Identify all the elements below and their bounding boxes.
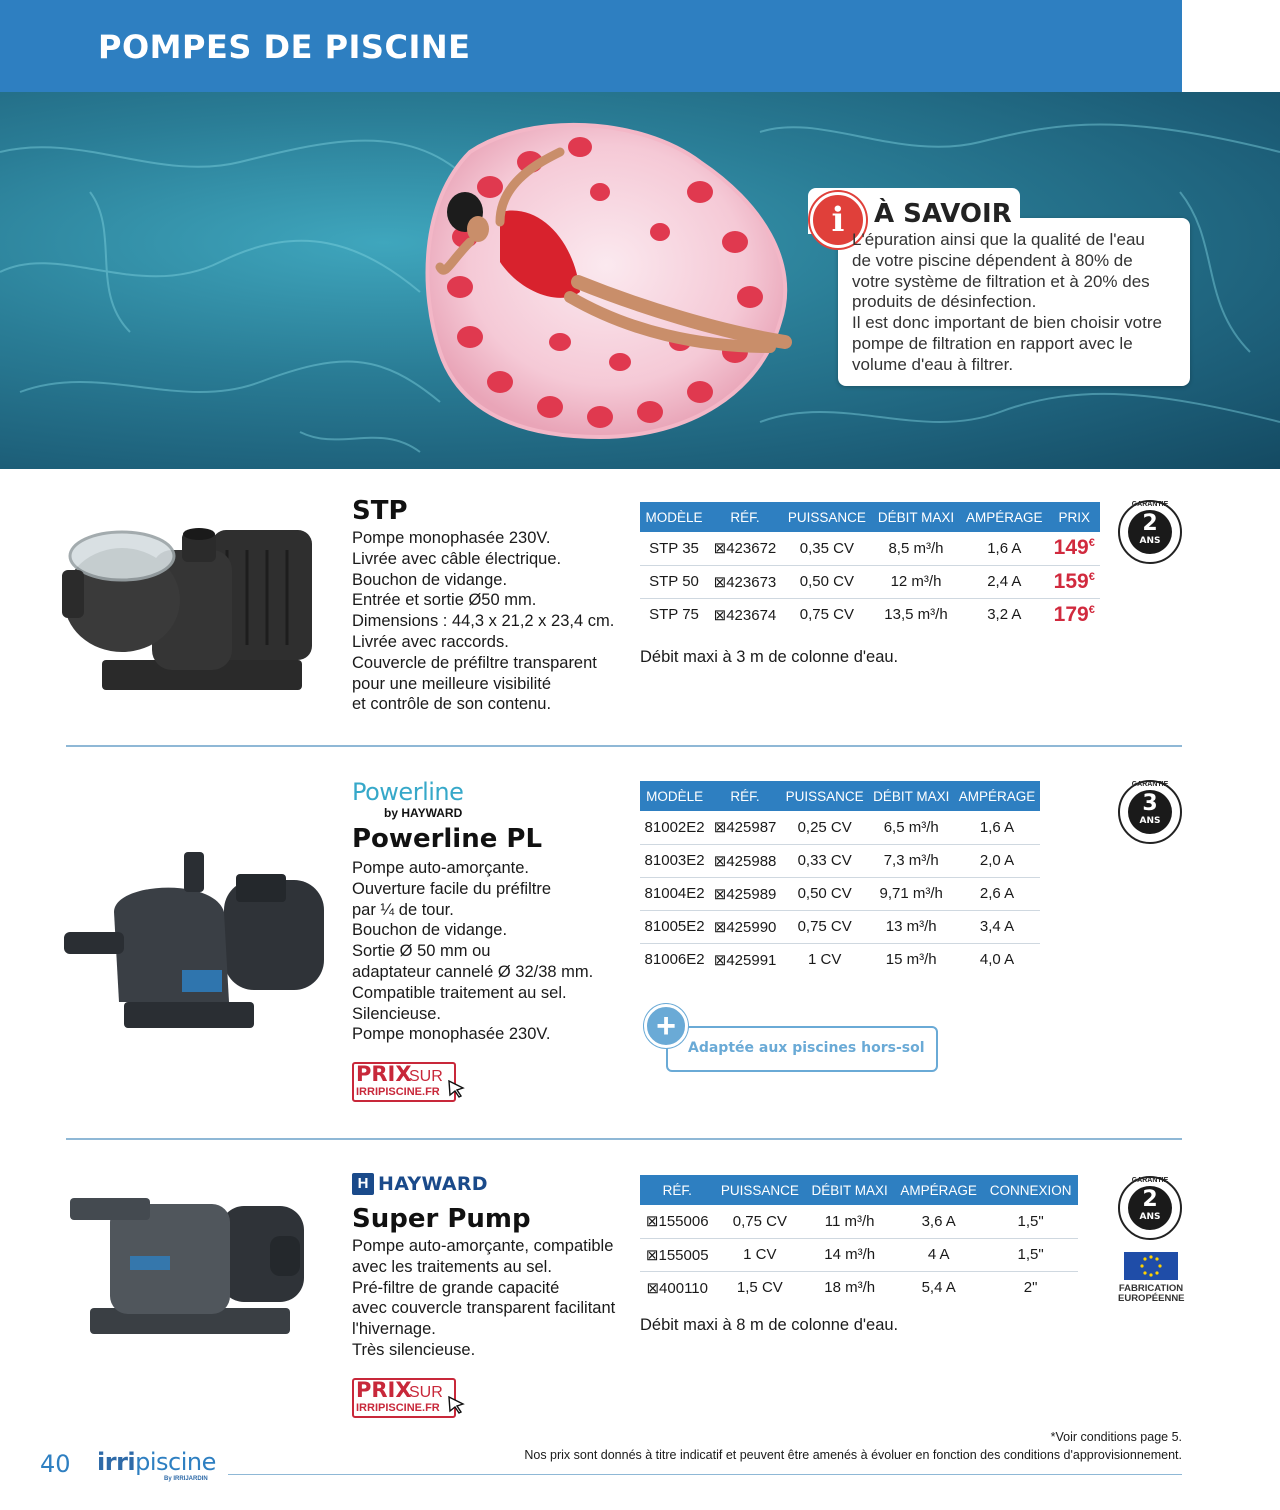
cell-amperage: 2,4 A (960, 565, 1048, 598)
eu-stars-icon (1124, 1252, 1178, 1280)
table-row (640, 910, 1040, 943)
powerline-brand-name: Powerline (352, 778, 464, 806)
stp-desc-line: et contrôle de son contenu. (352, 695, 552, 714)
cell-flow: 7,3 m³/h (868, 844, 954, 877)
cell-ref: ⊠425990 (709, 910, 781, 943)
powerline-desc-line: Bouchon de vidange. (352, 921, 508, 940)
prix-label: PRIX (356, 1062, 412, 1086)
table-header: PUISSANCE (782, 502, 872, 532)
powerline-desc-line: Silencieuse. (352, 1004, 441, 1023)
stp-desc-line: pour une meilleure visibilité (352, 674, 552, 693)
stp-description (352, 528, 614, 715)
page-number: 40 (40, 1450, 71, 1478)
cell-flow: 15 m³/h (885, 951, 937, 969)
table-row (640, 1205, 1078, 1238)
cell-power: 0,25 CV (781, 811, 868, 844)
table-header: RÉF. (708, 502, 782, 532)
cell-connection: 2" (1023, 1279, 1038, 1297)
prix-label: PRIX (356, 1378, 412, 1402)
site-label: IRRIPISCINE.FR (356, 1402, 440, 1414)
superpump-note: Débit maxi à 8 m de colonne d'eau. (640, 1316, 899, 1334)
guarantee-unit: ANS (1139, 816, 1161, 826)
page-title: POMPES DE PISCINE (98, 28, 471, 66)
cell-power: 0,75 CV (714, 1205, 805, 1238)
cell-ref: ⊠423673 (708, 565, 782, 598)
table-row (640, 532, 1100, 565)
cell-ref: ⊠423674 (713, 606, 777, 624)
cell-ref: ⊠425987 (709, 811, 781, 844)
cursor-icon (448, 1080, 466, 1098)
price-value: 149 (1053, 536, 1089, 560)
cell-amperage: 1,6 A (960, 532, 1048, 565)
cell-model: 81003E2 (640, 844, 709, 877)
cell-power: 1 CV (807, 951, 842, 969)
powerline-desc-line: Compatible traitement au sel. (352, 983, 567, 1002)
superpump-desc-line: Pompe auto-amorçante, compatible (352, 1237, 614, 1255)
cell-model: STP 35 (640, 532, 708, 565)
eu-caption-line: EUROPÉENNE (1118, 1293, 1185, 1304)
cell-flow: 13,5 m³/h (884, 606, 948, 624)
guarantee-seal (1128, 1186, 1172, 1230)
cell-flow: 12 m³/h (872, 565, 960, 598)
table-header: MODÈLE (640, 781, 709, 811)
info-line: volume d'eau à filtrer. (852, 354, 1014, 374)
table-row (640, 877, 1040, 910)
site-label: IRRIPISCINE.FR (356, 1086, 440, 1098)
cell-amperage: 5,4 A (921, 1279, 956, 1297)
info-line: pompe de filtration en rapport avec le (852, 333, 1133, 353)
table-header: RÉF. (709, 781, 781, 811)
price-value: 159 (1053, 569, 1089, 593)
cell-model: 81006E2 (644, 951, 705, 969)
prix-sur-irripiscine-link[interactable] (352, 1062, 460, 1104)
cell-ref: ⊠425991 (713, 951, 777, 969)
table-header: PUISSANCE (781, 781, 868, 811)
table-header: MODÈLE (640, 502, 708, 532)
cell-amperage: 3,4 A (954, 910, 1040, 943)
stp-desc-line: Pompe monophasée 230V. (352, 529, 551, 547)
hayward-logo-icon: H (352, 1173, 374, 1195)
table-row (640, 811, 1040, 844)
sur-label: SUR (409, 1384, 443, 1401)
powerline-brand-logo (352, 778, 464, 820)
cell-power: 1,5 CV (736, 1279, 783, 1297)
cell-flow: 13 m³/h (868, 910, 954, 943)
section-divider (66, 1138, 1182, 1140)
cell-amperage: 4 A (894, 1238, 983, 1271)
stp-desc-line: Livrée avec câble électrique. (352, 549, 562, 568)
cell-flow: 11 m³/h (805, 1205, 894, 1238)
logo-by-irrijardin: By IRRIJARDIN (164, 1476, 208, 1482)
cell-power: 0,50 CV (781, 877, 868, 910)
powerline-pump-image (64, 852, 326, 1034)
cell-power: 0,35 CV (782, 532, 872, 565)
guarantee-years: 2 (1142, 1187, 1158, 1212)
powerline-spec-table (640, 781, 1040, 976)
eu-flag-icon (1124, 1252, 1178, 1280)
info-icon: i (810, 192, 866, 248)
superpump-desc-line: avec couvercle transparent facilitant (352, 1299, 616, 1318)
stp-desc-line: Livrée avec raccords. (352, 632, 509, 651)
stp-desc-line: Couvercle de préfiltre transparent (352, 653, 597, 672)
guarantee-unit: ANS (1139, 536, 1161, 546)
table-row (640, 1238, 1078, 1271)
table-header: DÉBIT MAXI (805, 1175, 894, 1205)
logo-piscine-part: piscine (135, 1448, 216, 1476)
cell-model: STP 75 (649, 606, 699, 624)
table-header: PRIX (1049, 502, 1100, 532)
powerline-desc-line: Sortie Ø 50 mm ou (352, 942, 491, 961)
powerline-desc-line: adaptateur cannelé Ø 32/38 mm. (352, 962, 594, 981)
cell-power: 0,75 CV (799, 606, 854, 624)
table-header: AMPÉRAGE (954, 781, 1040, 811)
cell-flow: 18 m³/h (824, 1279, 876, 1297)
hors-sol-badge (666, 1026, 938, 1072)
cell-flow: 9,71 m³/h (868, 877, 954, 910)
powerline-title: Powerline PL (352, 824, 543, 854)
eu-caption-line: FABRICATION (1118, 1283, 1184, 1294)
cell-flow: 14 m³/h (805, 1238, 894, 1271)
table-row (640, 1271, 1078, 1304)
guarantee-badge (1118, 500, 1182, 564)
cell-amperage: 3,2 A (987, 606, 1022, 624)
table-header: CONNEXION (983, 1175, 1078, 1205)
cell-model: STP 50 (640, 565, 708, 598)
superpump-spec-table (640, 1175, 1078, 1304)
info-line: votre système de filtration et à 20% des (852, 271, 1150, 291)
cell-connection: 1,5" (983, 1205, 1078, 1238)
cell-amperage: 2,0 A (954, 844, 1040, 877)
cell-model: 81004E2 (640, 877, 709, 910)
cell-ref: ⊠425988 (709, 844, 781, 877)
table-header: DÉBIT MAXI (872, 502, 960, 532)
guarantee-label: GARANTIE (1131, 781, 1169, 788)
table-row (640, 844, 1040, 877)
stp-desc-line: Dimensions : 44,3 x 21,2 x 23,4 cm. (352, 612, 615, 631)
superpump-description (352, 1236, 615, 1361)
superpump-desc-line: avec les traitements au sel. (352, 1257, 552, 1276)
cell-ref: ⊠423672 (708, 532, 782, 565)
guarantee-seal (1128, 790, 1172, 834)
powerline-desc-line: Ouverture facile du préfiltre (352, 879, 552, 898)
powerline-brand-by: by HAYWARD (384, 806, 463, 820)
stp-note: Débit maxi à 3 m de colonne d'eau. (640, 648, 899, 666)
guarantee-badge (1118, 1176, 1182, 1240)
guarantee-label: GARANTIE (1131, 1177, 1169, 1184)
powerline-desc-line: Pompe monophasée 230V. (352, 1025, 551, 1044)
info-box-text (852, 230, 1186, 376)
price-currency: € (1088, 570, 1095, 583)
cell-price (1049, 565, 1100, 598)
price-currency: € (1088, 603, 1095, 616)
price-currency: € (1088, 537, 1095, 550)
cell-ref: ⊠155005 (640, 1238, 714, 1271)
cell-connection: 1,5" (983, 1238, 1078, 1271)
guarantee-unit: ANS (1139, 1212, 1161, 1222)
sur-label: SUR (409, 1068, 443, 1085)
prix-sur-irripiscine-link[interactable] (352, 1378, 460, 1420)
hayward-brand-logo (352, 1173, 488, 1195)
table-header: PUISSANCE (714, 1175, 805, 1205)
cell-price (1049, 598, 1100, 631)
table-row (640, 565, 1100, 598)
cursor-icon (448, 1396, 466, 1414)
table-header: DÉBIT MAXI (868, 781, 954, 811)
cell-power: 0,75 CV (781, 910, 868, 943)
info-line: Il est donc important de bien choisir votre (852, 313, 1162, 333)
footnote-prices: Nos prix sont donnés à titre indicatif et peuvent être amenés à évoluer en fonction des conditions d'approvisionnement. (524, 1448, 1182, 1462)
table-header: AMPÉRAGE (960, 502, 1048, 532)
cell-ref: ⊠400110 (646, 1279, 708, 1297)
logo-irri-part: irri (97, 1448, 136, 1476)
powerline-desc-line: Pompe auto-amorçante. (352, 859, 530, 877)
cell-model: 81005E2 (640, 910, 709, 943)
cell-amperage: 3,6 A (894, 1205, 983, 1238)
table-header: AMPÉRAGE (894, 1175, 983, 1205)
footnote-conditions: *Voir conditions page 5. (1050, 1430, 1182, 1444)
eu-caption (1118, 1284, 1184, 1304)
cell-model: 81002E2 (640, 811, 709, 844)
irripiscine-logo (97, 1448, 216, 1476)
guarantee-seal (1128, 510, 1172, 554)
cell-ref: ⊠155006 (640, 1205, 714, 1238)
stp-pump-image (62, 520, 318, 704)
hors-sol-label: Adaptée aux piscines hors-sol (688, 1040, 925, 1056)
cell-flow: 8,5 m³/h (872, 532, 960, 565)
cell-flow: 6,5 m³/h (868, 811, 954, 844)
superpump-title: Super Pump (352, 1204, 531, 1234)
info-line: de votre piscine dépendent à 80% de (852, 250, 1133, 270)
info-line: L'épuration ainsi que la qualité de l'eau (852, 230, 1145, 249)
superpump-image (70, 1196, 310, 1340)
table-row (640, 598, 1100, 631)
table-row (640, 943, 1040, 976)
guarantee-years: 2 (1142, 511, 1158, 536)
info-line: produits de désinfection. (852, 292, 1037, 312)
plus-icon: + (644, 1004, 688, 1048)
cell-power: 0,50 CV (782, 565, 872, 598)
cell-amperage: 2,6 A (954, 877, 1040, 910)
powerline-description (352, 858, 593, 1045)
price-value: 179 (1053, 602, 1089, 626)
section-divider (66, 745, 1182, 747)
cell-amperage: 1,6 A (954, 811, 1040, 844)
stp-title: STP (352, 496, 408, 526)
stp-spec-table (640, 502, 1100, 631)
cell-power: 0,33 CV (781, 844, 868, 877)
table-header: RÉF. (640, 1175, 714, 1205)
cell-amperage: 4,0 A (979, 951, 1015, 969)
guarantee-years: 3 (1142, 791, 1158, 816)
footer-divider (228, 1474, 1182, 1475)
header-bar (0, 0, 1182, 92)
powerline-desc-line: par ¼ de tour. (352, 900, 454, 919)
cell-price (1049, 532, 1100, 565)
cell-power: 1 CV (714, 1238, 805, 1271)
guarantee-badge (1118, 780, 1182, 844)
superpump-desc-line: l'hivernage. (352, 1320, 436, 1339)
stp-desc-line: Entrée et sortie Ø50 mm. (352, 591, 537, 610)
hayward-brand-name: HAYWARD (378, 1173, 488, 1195)
superpump-desc-line: Très silencieuse. (352, 1340, 476, 1359)
guarantee-label: GARANTIE (1131, 501, 1169, 508)
cell-ref: ⊠425989 (709, 877, 781, 910)
stp-desc-line: Bouchon de vidange. (352, 570, 508, 589)
info-box-title: À SAVOIR (874, 199, 1012, 229)
superpump-desc-line: Pré-filtre de grande capacité (352, 1278, 560, 1297)
